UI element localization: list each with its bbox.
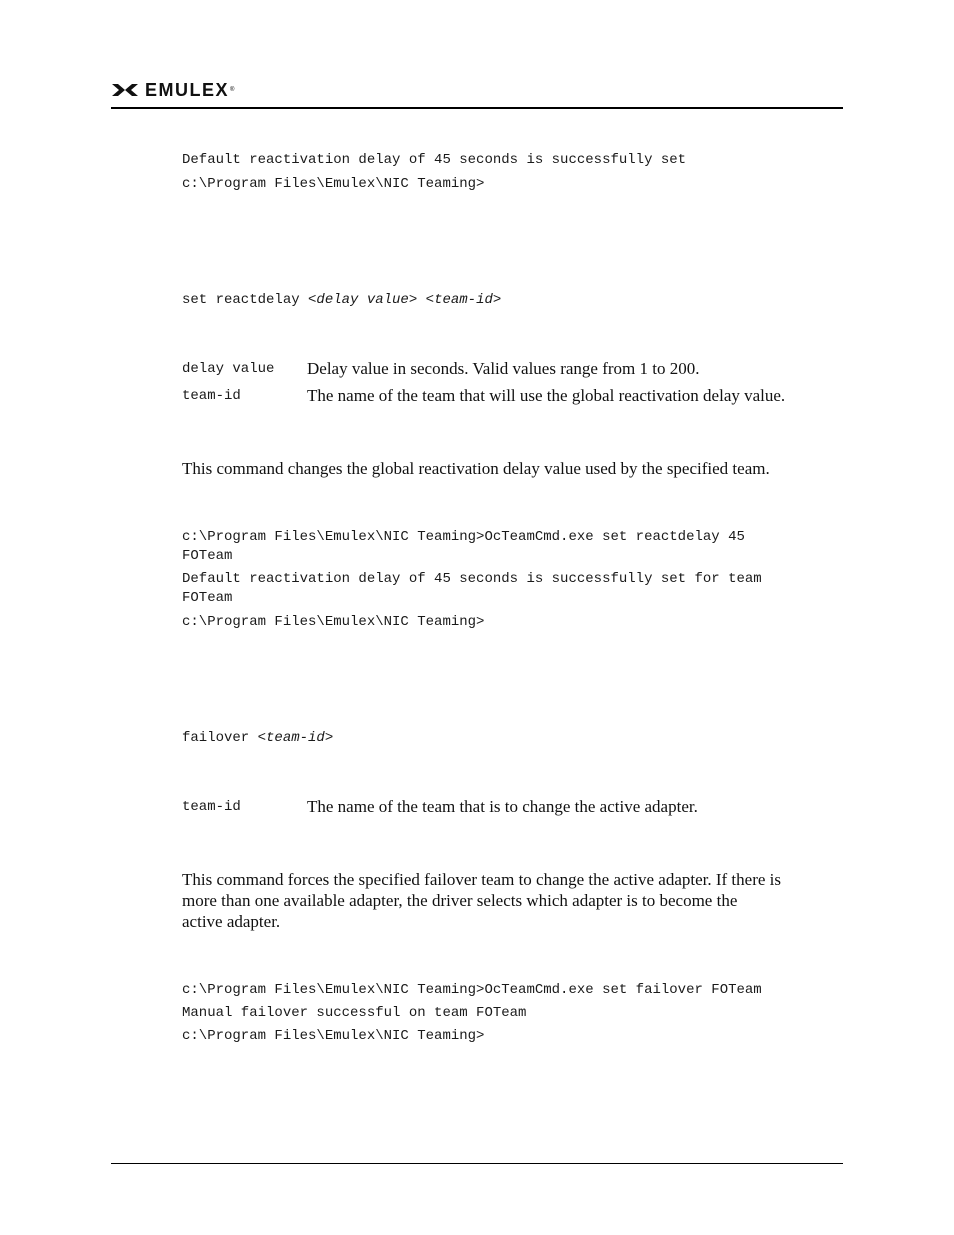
param-name: team-id xyxy=(182,799,241,815)
description: more than one available adapter, the driver selects which adapter is to become the xyxy=(182,891,738,910)
syntax-arg: team-id xyxy=(266,730,325,746)
example-line: FOTeam xyxy=(182,590,233,606)
param-name: delay value xyxy=(182,361,275,377)
param-desc: Delay value in seconds. Valid values range from 1 to 200. xyxy=(307,359,700,378)
example-line: c:\Program Files\Emulex\NIC Teaming> xyxy=(182,614,485,630)
syntax-end: > xyxy=(324,730,334,746)
param-name: team-id xyxy=(182,388,241,404)
description: This command changes the global reactivation delay value used by the specified team. xyxy=(182,459,770,478)
param-desc: The name of the team that is to change the active adapter. xyxy=(307,797,698,816)
syntax-line xyxy=(182,291,501,310)
emulex-logo xyxy=(111,80,234,100)
description: active adapter. xyxy=(182,912,281,931)
param-desc: The name of the team that will use the global reactivation delay value. xyxy=(307,386,786,405)
output-line: c:\Program Files\Emulex\NIC Teaming> xyxy=(182,176,485,192)
syntax-line xyxy=(182,729,333,748)
example-line: c:\Program Files\Emulex\NIC Teaming> xyxy=(182,1028,485,1044)
header-rule xyxy=(111,107,843,109)
brand-name: EMULEX xyxy=(145,79,230,100)
syntax-separator: > < xyxy=(408,292,435,308)
syntax-arg: delay value xyxy=(316,292,409,308)
footer-rule xyxy=(111,1163,843,1164)
example-line: c:\Program Files\Emulex\NIC Teaming>OcTeamCmd.exe set reactdelay 45 xyxy=(182,529,745,545)
syntax-arg: team-id xyxy=(434,292,493,308)
example-line: c:\Program Files\Emulex\NIC Teaming>OcTeamCmd.exe set failover FOTeam xyxy=(182,982,762,998)
example-line: Manual failover successful on team FOTeam xyxy=(182,1005,527,1021)
description: This command forces the specified failover team to change the active adapter. If there is xyxy=(182,870,781,889)
emulex-emblem-icon xyxy=(111,82,139,98)
example-line: Default reactivation delay of 45 seconds is successfully set for team xyxy=(182,571,762,587)
syntax-command: failover < xyxy=(182,730,267,746)
example-line: FOTeam xyxy=(182,548,233,564)
output-line: Default reactivation delay of 45 seconds is successfully set xyxy=(182,152,687,168)
trademark: ® xyxy=(230,87,235,93)
syntax-command: set reactdelay < xyxy=(182,292,317,308)
syntax-end: > xyxy=(492,292,502,308)
